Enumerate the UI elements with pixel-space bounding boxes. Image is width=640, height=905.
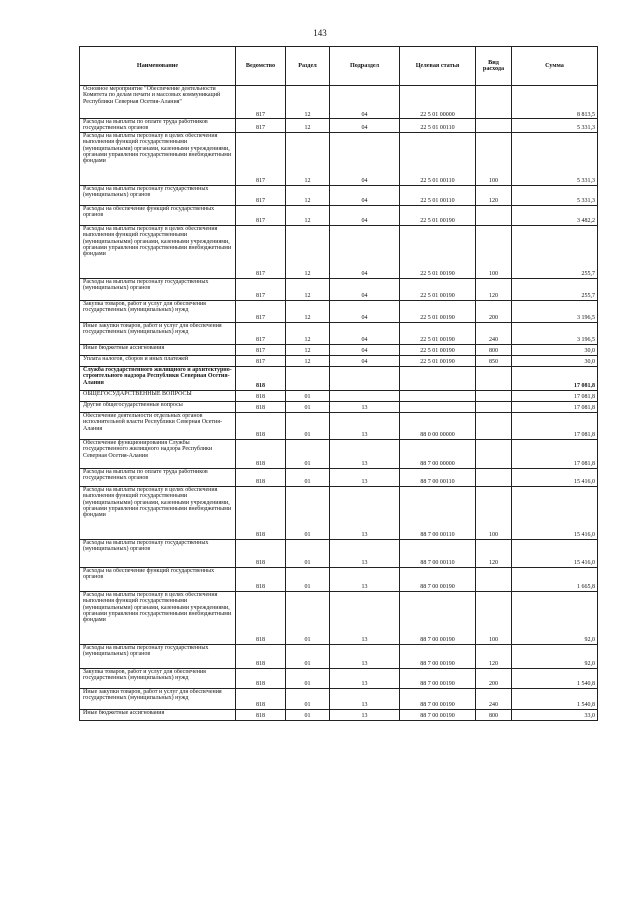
row-cel: 22 5 01 00190 (400, 225, 476, 278)
row-ved: 818 (236, 539, 286, 567)
row-razdel: 01 (286, 668, 330, 688)
row-razdel: 12 (286, 278, 330, 300)
row-podrazdel: 13 (330, 539, 400, 567)
row-name: Иные закупки товаров, работ и услуг для обеспечения государственных (муниципальных) нужд (80, 688, 236, 709)
row-cel: 22 5 01 00190 (400, 300, 476, 322)
table-row (80, 185, 598, 205)
row-name: Расходы на выплаты персоналу в целях обеспечения выполнения функций государственными (муниципальными) органами, казенными учреждениями, органами управления государственными внебюджетными фондами (80, 486, 236, 539)
table-row (80, 119, 598, 133)
row-podrazdel: 13 (330, 468, 400, 486)
table-row (80, 401, 598, 412)
row-name: Другие общегосударственные вопросы (80, 401, 236, 412)
header-ved: Ведомство (236, 47, 286, 86)
row-ved: 817 (236, 132, 286, 185)
row-cel: 88 7 00 00190 (400, 688, 476, 709)
row-ved: 818 (236, 668, 286, 688)
row-podrazdel: 13 (330, 644, 400, 668)
row-cel: 22 5 01 00190 (400, 205, 476, 225)
row-podrazdel: 04 (330, 225, 400, 278)
row-podrazdel: 04 (330, 119, 400, 133)
row-razdel: 01 (286, 591, 330, 644)
table-row (80, 205, 598, 225)
row-vid: 240 (476, 322, 512, 344)
row-ved: 817 (236, 119, 286, 133)
row-vid (476, 412, 512, 439)
row-cel: 88 7 00 00000 (400, 439, 476, 468)
table-row (80, 688, 598, 709)
row-name: Расходы на выплаты персоналу государственных (муниципальных) органов (80, 185, 236, 205)
row-name: Расходы на обеспечение функций государственных органов (80, 205, 236, 225)
row-podrazdel: 13 (330, 668, 400, 688)
budget-table (79, 46, 598, 721)
row-vid: 240 (476, 688, 512, 709)
row-sum: 3 196,5 (512, 300, 598, 322)
row-podrazdel: 04 (330, 355, 400, 366)
row-razdel: 12 (286, 300, 330, 322)
row-vid: 200 (476, 668, 512, 688)
row-cel: 88 7 00 00110 (400, 468, 476, 486)
row-podrazdel: 04 (330, 322, 400, 344)
table-row (80, 225, 598, 278)
row-name: ОБЩЕГОСУДАРСТВЕННЫЕ ВОПРОСЫ (80, 390, 236, 401)
row-podrazdel: 13 (330, 401, 400, 412)
row-vid (476, 205, 512, 225)
table-row (80, 278, 598, 300)
row-podrazdel (330, 366, 400, 390)
row-podrazdel: 13 (330, 567, 400, 591)
row-podrazdel: 13 (330, 709, 400, 720)
row-vid (476, 390, 512, 401)
row-name: Расходы на выплаты персоналу государственных (муниципальных) органов (80, 278, 236, 300)
row-cel: 22 5 01 00110 (400, 132, 476, 185)
row-sum: 17 081,8 (512, 439, 598, 468)
row-cel: 88 7 00 00190 (400, 668, 476, 688)
row-vid: 200 (476, 300, 512, 322)
row-sum: 15 416,0 (512, 539, 598, 567)
row-ved: 818 (236, 709, 286, 720)
header-cel: Целевая статья (400, 47, 476, 86)
row-cel: 88 7 00 00190 (400, 591, 476, 644)
row-name: Иные закупки товаров, работ и услуг для обеспечения государственных (муниципальных) нужд (80, 322, 236, 344)
header-vid: Вид расхода (476, 47, 512, 86)
row-cel: 88 7 00 00190 (400, 644, 476, 668)
row-sum: 5 331,3 (512, 119, 598, 133)
row-podrazdel: 13 (330, 591, 400, 644)
row-podrazdel: 13 (330, 439, 400, 468)
table-row (80, 390, 598, 401)
row-cel: 88 7 00 00110 (400, 539, 476, 567)
table-row (80, 132, 598, 185)
row-ved: 817 (236, 300, 286, 322)
row-ved: 818 (236, 486, 286, 539)
row-vid (476, 468, 512, 486)
row-sum: 17 081,8 (512, 366, 598, 390)
row-podrazdel: 13 (330, 688, 400, 709)
table-row (80, 644, 598, 668)
row-podrazdel: 04 (330, 278, 400, 300)
row-razdel: 12 (286, 225, 330, 278)
row-razdel: 12 (286, 205, 330, 225)
row-sum: 255,7 (512, 278, 598, 300)
row-ved: 818 (236, 412, 286, 439)
row-vid: 120 (476, 278, 512, 300)
row-name: Закупка товаров, работ и услуг для обеспечения государственных (муниципальных) нужд (80, 668, 236, 688)
table-row (80, 668, 598, 688)
table-row (80, 539, 598, 567)
row-sum: 17 081,8 (512, 412, 598, 439)
row-sum: 3 196,5 (512, 322, 598, 344)
row-razdel: 12 (286, 119, 330, 133)
row-ved: 818 (236, 366, 286, 390)
row-sum: 1 665,8 (512, 567, 598, 591)
row-name: Расходы на выплаты по оплате труда работников государственных органов (80, 119, 236, 133)
row-cel: 22 5 01 00190 (400, 278, 476, 300)
row-name: Иные бюджетные ассигнования (80, 344, 236, 355)
row-podrazdel: 04 (330, 185, 400, 205)
row-vid: 120 (476, 185, 512, 205)
row-ved: 817 (236, 185, 286, 205)
table-row (80, 591, 598, 644)
row-sum: 15 416,0 (512, 486, 598, 539)
row-vid: 100 (476, 486, 512, 539)
row-podrazdel: 04 (330, 344, 400, 355)
header-row (80, 47, 598, 86)
row-razdel: 01 (286, 539, 330, 567)
header-name: Наименование (80, 47, 236, 86)
row-vid: 800 (476, 344, 512, 355)
row-vid: 100 (476, 591, 512, 644)
row-ved: 818 (236, 439, 286, 468)
row-podrazdel: 04 (330, 205, 400, 225)
row-cel: 22 5 01 00110 (400, 119, 476, 133)
row-sum: 15 416,0 (512, 468, 598, 486)
row-cel: 88 7 00 00190 (400, 709, 476, 720)
row-name: Обеспечение деятельности отдельных органов исполнительной власти Республики Северная Осетия-Алания (80, 412, 236, 439)
row-sum: 5 331,3 (512, 132, 598, 185)
table-row (80, 344, 598, 355)
row-ved: 817 (236, 278, 286, 300)
row-sum: 33,0 (512, 709, 598, 720)
row-sum: 30,0 (512, 344, 598, 355)
row-sum: 17 081,8 (512, 390, 598, 401)
row-ved: 818 (236, 591, 286, 644)
row-razdel: 12 (286, 132, 330, 185)
table-row (80, 355, 598, 366)
row-cel: 88 7 00 00110 (400, 486, 476, 539)
row-ved: 818 (236, 468, 286, 486)
row-razdel: 01 (286, 390, 330, 401)
row-name: Расходы на обеспечение функций государственных органов (80, 567, 236, 591)
row-vid: 100 (476, 225, 512, 278)
row-cel (400, 390, 476, 401)
row-ved: 818 (236, 390, 286, 401)
row-ved: 817 (236, 344, 286, 355)
row-cel: 22 5 01 00190 (400, 355, 476, 366)
row-razdel: 01 (286, 567, 330, 591)
row-vid: 850 (476, 355, 512, 366)
row-vid: 120 (476, 539, 512, 567)
row-cel: 22 5 01 00110 (400, 185, 476, 205)
row-podrazdel: 04 (330, 132, 400, 185)
row-ved: 817 (236, 225, 286, 278)
row-name: Расходы на выплаты персоналу в целях обеспечения выполнения функций государственными (муниципальными) органами, казенными учреждениями, органами управления государственными внебюджетными фондами (80, 132, 236, 185)
table-row (80, 86, 598, 119)
row-cel (400, 366, 476, 390)
table-row (80, 486, 598, 539)
row-cel: 22 5 01 00000 (400, 86, 476, 119)
row-cel (400, 401, 476, 412)
row-sum: 30,0 (512, 355, 598, 366)
table-row (80, 468, 598, 486)
row-cel: 88 0 00 00000 (400, 412, 476, 439)
row-ved: 818 (236, 401, 286, 412)
row-razdel: 01 (286, 644, 330, 668)
row-name: Уплата налогов, сборов и иных платежей (80, 355, 236, 366)
row-podrazdel (330, 390, 400, 401)
table-row (80, 366, 598, 390)
row-vid (476, 567, 512, 591)
row-razdel: 01 (286, 439, 330, 468)
row-razdel: 12 (286, 322, 330, 344)
table-row (80, 709, 598, 720)
row-razdel: 01 (286, 709, 330, 720)
row-cel: 88 7 00 00190 (400, 567, 476, 591)
row-sum: 1 540,8 (512, 688, 598, 709)
row-name: Иные бюджетные ассигнования (80, 709, 236, 720)
row-ved: 817 (236, 322, 286, 344)
row-ved: 817 (236, 355, 286, 366)
row-vid (476, 119, 512, 133)
row-name: Служба государственного жилищного и архитектурно-строительного надзора Республики Северная Осетия-Алания (80, 366, 236, 390)
row-razdel: 01 (286, 486, 330, 539)
row-sum: 8 813,5 (512, 86, 598, 119)
row-name: Расходы на выплаты персоналу государственных (муниципальных) органов (80, 644, 236, 668)
row-name: Основное мероприятие "Обеспечение деятельности Комитета по делам печати и массовых коммуникаций Республики Северная Осетия-Алания" (80, 86, 236, 119)
header-podrazdel: Подраздел (330, 47, 400, 86)
table-row (80, 567, 598, 591)
row-sum: 92,0 (512, 644, 598, 668)
row-vid: 120 (476, 644, 512, 668)
row-name: Обеспечение функционирования Службы государственного жилищного надзора Республики Северная Осетия-Алания (80, 439, 236, 468)
row-sum: 3 482,2 (512, 205, 598, 225)
row-vid (476, 366, 512, 390)
table-row (80, 439, 598, 468)
row-ved: 818 (236, 567, 286, 591)
row-razdel: 12 (286, 344, 330, 355)
row-cel: 22 5 01 00190 (400, 344, 476, 355)
row-name: Расходы на выплаты персоналу государственных (муниципальных) органов (80, 539, 236, 567)
row-ved: 817 (236, 86, 286, 119)
header-razdel: Раздел (286, 47, 330, 86)
row-name: Закупка товаров, работ и услуг для обеспечения государственных (муниципальных) нужд (80, 300, 236, 322)
row-sum: 255,7 (512, 225, 598, 278)
row-podrazdel: 04 (330, 86, 400, 119)
row-ved: 817 (236, 205, 286, 225)
table-row (80, 300, 598, 322)
row-ved: 818 (236, 688, 286, 709)
row-razdel: 01 (286, 401, 330, 412)
header-sum: Сумма (512, 47, 598, 86)
row-sum: 5 331,3 (512, 185, 598, 205)
row-podrazdel: 04 (330, 300, 400, 322)
row-name: Расходы на выплаты персоналу в целях обеспечения выполнения функций государственными (муниципальными) органами, казенными учреждениями, органами управления государственными внебюджетными фондами (80, 225, 236, 278)
page-number: 143 (313, 28, 327, 38)
row-razdel (286, 366, 330, 390)
row-name: Расходы на выплаты по оплате труда работников государственных органов (80, 468, 236, 486)
row-vid: 100 (476, 132, 512, 185)
table-row (80, 412, 598, 439)
row-vid: 800 (476, 709, 512, 720)
row-ved: 818 (236, 644, 286, 668)
row-razdel: 01 (286, 412, 330, 439)
row-cel: 22 5 01 00190 (400, 322, 476, 344)
row-sum: 1 540,8 (512, 668, 598, 688)
row-razdel: 12 (286, 185, 330, 205)
row-vid (476, 401, 512, 412)
row-sum: 17 081,8 (512, 401, 598, 412)
row-podrazdel: 13 (330, 412, 400, 439)
row-vid (476, 86, 512, 119)
row-sum: 92,0 (512, 591, 598, 644)
row-razdel: 01 (286, 468, 330, 486)
row-name: Расходы на выплаты персоналу в целях обеспечения выполнения функций государственными (муниципальными) органами, казенными учреждениями, органами управления государственными внебюджетными фондами (80, 591, 236, 644)
row-vid (476, 439, 512, 468)
row-razdel: 01 (286, 688, 330, 709)
row-razdel: 12 (286, 86, 330, 119)
row-podrazdel: 13 (330, 486, 400, 539)
row-razdel: 12 (286, 355, 330, 366)
table-row (80, 322, 598, 344)
